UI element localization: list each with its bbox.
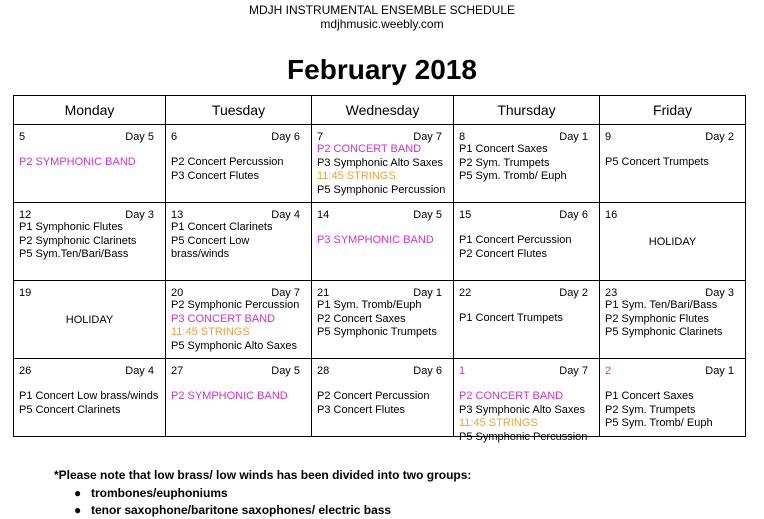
day-cell-content (166, 281, 311, 358)
rotation-day-label: Day 4 (271, 209, 300, 221)
calendar-day-cell (600, 125, 746, 203)
day-cell-content (14, 359, 165, 436)
rehearsal-entry: P2 Concert Percussion (317, 390, 430, 402)
day-cell-content (312, 125, 453, 202)
calendar-week-row (14, 281, 746, 359)
weekday-tuesday: Tuesday (166, 96, 312, 125)
list-item (74, 502, 391, 519)
rehearsal-entry: P1 Concert Saxes (459, 143, 548, 155)
day-cell-content (312, 203, 453, 280)
rotation-day-label: Day 3 (125, 209, 154, 221)
bullet-icon: ● (74, 486, 82, 500)
rehearsal-entry: P2 Concert Saxes (317, 312, 406, 325)
rehearsal-entry: P1 Concert Low brass/winds (19, 390, 159, 402)
rehearsal-entry: P3 CONCERT BAND (171, 312, 276, 325)
rotation-day-label: Day 7 (559, 365, 588, 377)
holiday-label: HOLIDAY (65, 314, 114, 326)
rehearsal-entry: brass/winds (171, 248, 230, 260)
date-number: 13 (171, 209, 184, 221)
rehearsal-entry: P5 Symphonic Percussion (317, 183, 446, 196)
rotation-day-label: Day 1 (559, 131, 588, 143)
rehearsal-entry: P2 Symphonic Clarinets (19, 234, 137, 247)
calendar-day-cell (600, 203, 746, 281)
calendar-week-row (14, 359, 746, 437)
calendar-day-cell (312, 203, 454, 281)
rehearsal-entry: P5 Sym. Tromb/ Euph (605, 417, 713, 429)
rehearsal-entry: P2 Sym. Trumpets (605, 403, 696, 416)
rehearsal-entry: P1 Symphonic Flutes (19, 221, 123, 233)
date-number: 6 (171, 131, 178, 143)
day-cell-content (454, 281, 599, 358)
date-number: 26 (19, 365, 32, 377)
calendar-day-cell (166, 281, 312, 359)
rehearsal-entry: 11:45 STRINGS (459, 417, 538, 429)
rehearsal-entry: P5 Symphonic Alto Saxes (171, 339, 297, 352)
calendar-day-cell (454, 203, 600, 281)
rehearsal-entry: P5 Concert Clarinets (19, 403, 121, 416)
date-number: 14 (317, 209, 330, 221)
rehearsal-entry: P5 Symphonic Clarinets (605, 326, 723, 338)
calendar-day-cell (600, 359, 746, 437)
rehearsal-entry: P2 Concert Flutes (459, 247, 548, 260)
date-number: 21 (317, 287, 330, 299)
day-cell-content (600, 281, 745, 358)
day-cell-content (166, 203, 311, 280)
rehearsal-entry: 11:45 STRINGS (317, 170, 396, 182)
page-title: February 2018 (287, 54, 477, 85)
day-cell-content (600, 203, 745, 280)
rehearsal-entry: P5 Sym.Ten/Bari/Bass (19, 248, 129, 260)
rehearsal-entry: P3 Symphonic Alto Saxes (317, 156, 443, 169)
rehearsal-entry: P3 Concert Flutes (317, 403, 406, 416)
calendar-day-cell (14, 203, 166, 281)
date-number: 1 (459, 365, 466, 377)
rehearsal-entry: P1 Sym. Ten/Bari/Bass (605, 299, 718, 311)
day-cell-content (454, 359, 599, 443)
weekday-thursday: Thursday (454, 96, 600, 125)
date-number: 28 (317, 365, 330, 377)
rotation-day-label: Day 2 (559, 287, 588, 299)
rotation-day-label: Day 5 (413, 209, 442, 221)
day-cell-content (312, 281, 453, 358)
rehearsal-entry: P2 Symphonic Percussion (171, 299, 300, 311)
calendar-week-row (14, 125, 746, 203)
rotation-day-label: Day 6 (271, 131, 300, 143)
calendar-table (13, 95, 746, 443)
bullet-icon: ● (74, 503, 82, 517)
date-number: 22 (459, 287, 472, 299)
date-number: 5 (19, 131, 26, 143)
day-cell-content (454, 203, 599, 280)
rehearsal-entry: 11:45 STRINGS (171, 326, 250, 338)
rotation-day-label: Day 7 (271, 287, 300, 299)
rehearsal-entry: P2 Concert Percussion (171, 156, 284, 168)
rehearsal-entry: P1 Concert Saxes (605, 390, 694, 402)
note-bullet-list (74, 485, 391, 519)
rehearsal-entry: P5 Symphonic Trumpets (317, 326, 437, 338)
holiday-label: HOLIDAY (648, 236, 697, 248)
rotation-day-label: Day 2 (705, 131, 734, 143)
calendar-day-cell (312, 359, 454, 437)
date-number: 9 (605, 131, 612, 143)
bullet-text: trombones/euphoniums (91, 486, 228, 500)
date-number: 19 (19, 287, 32, 299)
rehearsal-entry: P2 CONCERT BAND (459, 390, 564, 402)
rotation-day-label: Day 4 (125, 365, 154, 377)
rehearsal-entry: P5 Symphonic Percussion (459, 430, 588, 443)
rehearsal-entry: P2 SYMPHONIC BAND (19, 156, 136, 168)
list-item (74, 485, 391, 502)
rehearsal-entry: P1 Sym. Tromb/Euph (317, 299, 422, 311)
rehearsal-entry: P1 Concert Percussion (459, 234, 572, 246)
rotation-day-label: Day 7 (413, 131, 442, 143)
calendar-day-cell (166, 203, 312, 281)
day-cell-content (454, 125, 599, 202)
date-number: 20 (171, 287, 184, 299)
date-number: 15 (459, 209, 472, 221)
calendar-day-cell (14, 125, 166, 203)
day-cell-content (600, 125, 745, 202)
date-number: 8 (459, 131, 466, 143)
rehearsal-entry: P2 Sym. Trumpets (459, 156, 550, 169)
day-cell-content (600, 359, 745, 436)
website-url: mdjhmusic.weebly.com (320, 17, 444, 31)
rehearsal-entry: P2 SYMPHONIC BAND (171, 390, 288, 402)
rehearsal-entry: P1 Concert Clarinets (171, 221, 273, 233)
calendar-day-cell (312, 281, 454, 359)
day-cell-content (166, 125, 311, 202)
rotation-day-label: Day 1 (705, 365, 734, 377)
calendar-day-cell (166, 125, 312, 203)
rehearsal-entry: P3 Symphonic Alto Saxes (459, 403, 585, 416)
schedule-header: MDJH INSTRUMENTAL ENSEMBLE SCHEDULE (248, 3, 516, 17)
weekday-monday: Monday (14, 96, 166, 125)
day-cell-content (14, 125, 165, 202)
weekday-header-row (14, 96, 746, 125)
calendar-day-cell (312, 125, 454, 203)
rehearsal-entry: P5 Concert Low (171, 234, 250, 247)
day-cell-content (166, 359, 311, 436)
bullet-text: tenor saxophone/baritone saxophones/ electric bass (91, 503, 392, 517)
rotation-day-label: Day 6 (413, 365, 442, 377)
low-brass-note: *Please note that low brass/ low winds has been divided into two groups: (54, 468, 472, 482)
calendar-day-cell (14, 281, 166, 359)
rehearsal-entry: P3 Concert Flutes (171, 169, 260, 182)
rehearsal-entry: P2 CONCERT BAND (317, 143, 422, 155)
weekday-friday: Friday (600, 96, 746, 125)
rotation-day-label: Day 3 (705, 287, 734, 299)
date-number: 12 (19, 209, 32, 221)
calendar-day-cell (600, 281, 746, 359)
rehearsal-entry: P3 SYMPHONIC BAND (317, 234, 434, 246)
day-cell-content (14, 203, 165, 280)
rotation-day-label: Day 5 (271, 365, 300, 377)
calendar-day-cell (14, 359, 166, 437)
weekday-wednesday: Wednesday (312, 96, 454, 125)
rehearsal-entry: P5 Sym. Tromb/ Euph (459, 170, 567, 182)
rehearsal-entry: P2 Symphonic Flutes (605, 312, 709, 325)
rotation-day-label: Day 5 (125, 131, 154, 143)
rehearsal-entry: P1 Concert Trumpets (459, 312, 563, 324)
date-number: 16 (605, 209, 618, 221)
date-number: 23 (605, 287, 618, 299)
day-cell-content (14, 281, 165, 358)
calendar-day-cell (454, 281, 600, 359)
rehearsal-entry: P5 Concert Trumpets (605, 156, 709, 168)
calendar-week-row (14, 203, 746, 281)
calendar-day-cell (166, 359, 312, 437)
calendar-day-cell (454, 359, 600, 443)
rotation-day-label: Day 6 (559, 209, 588, 221)
date-number: 27 (171, 365, 184, 377)
calendar-day-cell (454, 125, 600, 203)
date-number: 2 (605, 365, 612, 377)
day-cell-content (312, 359, 453, 436)
date-number: 7 (317, 131, 324, 143)
rotation-day-label: Day 1 (413, 287, 442, 299)
